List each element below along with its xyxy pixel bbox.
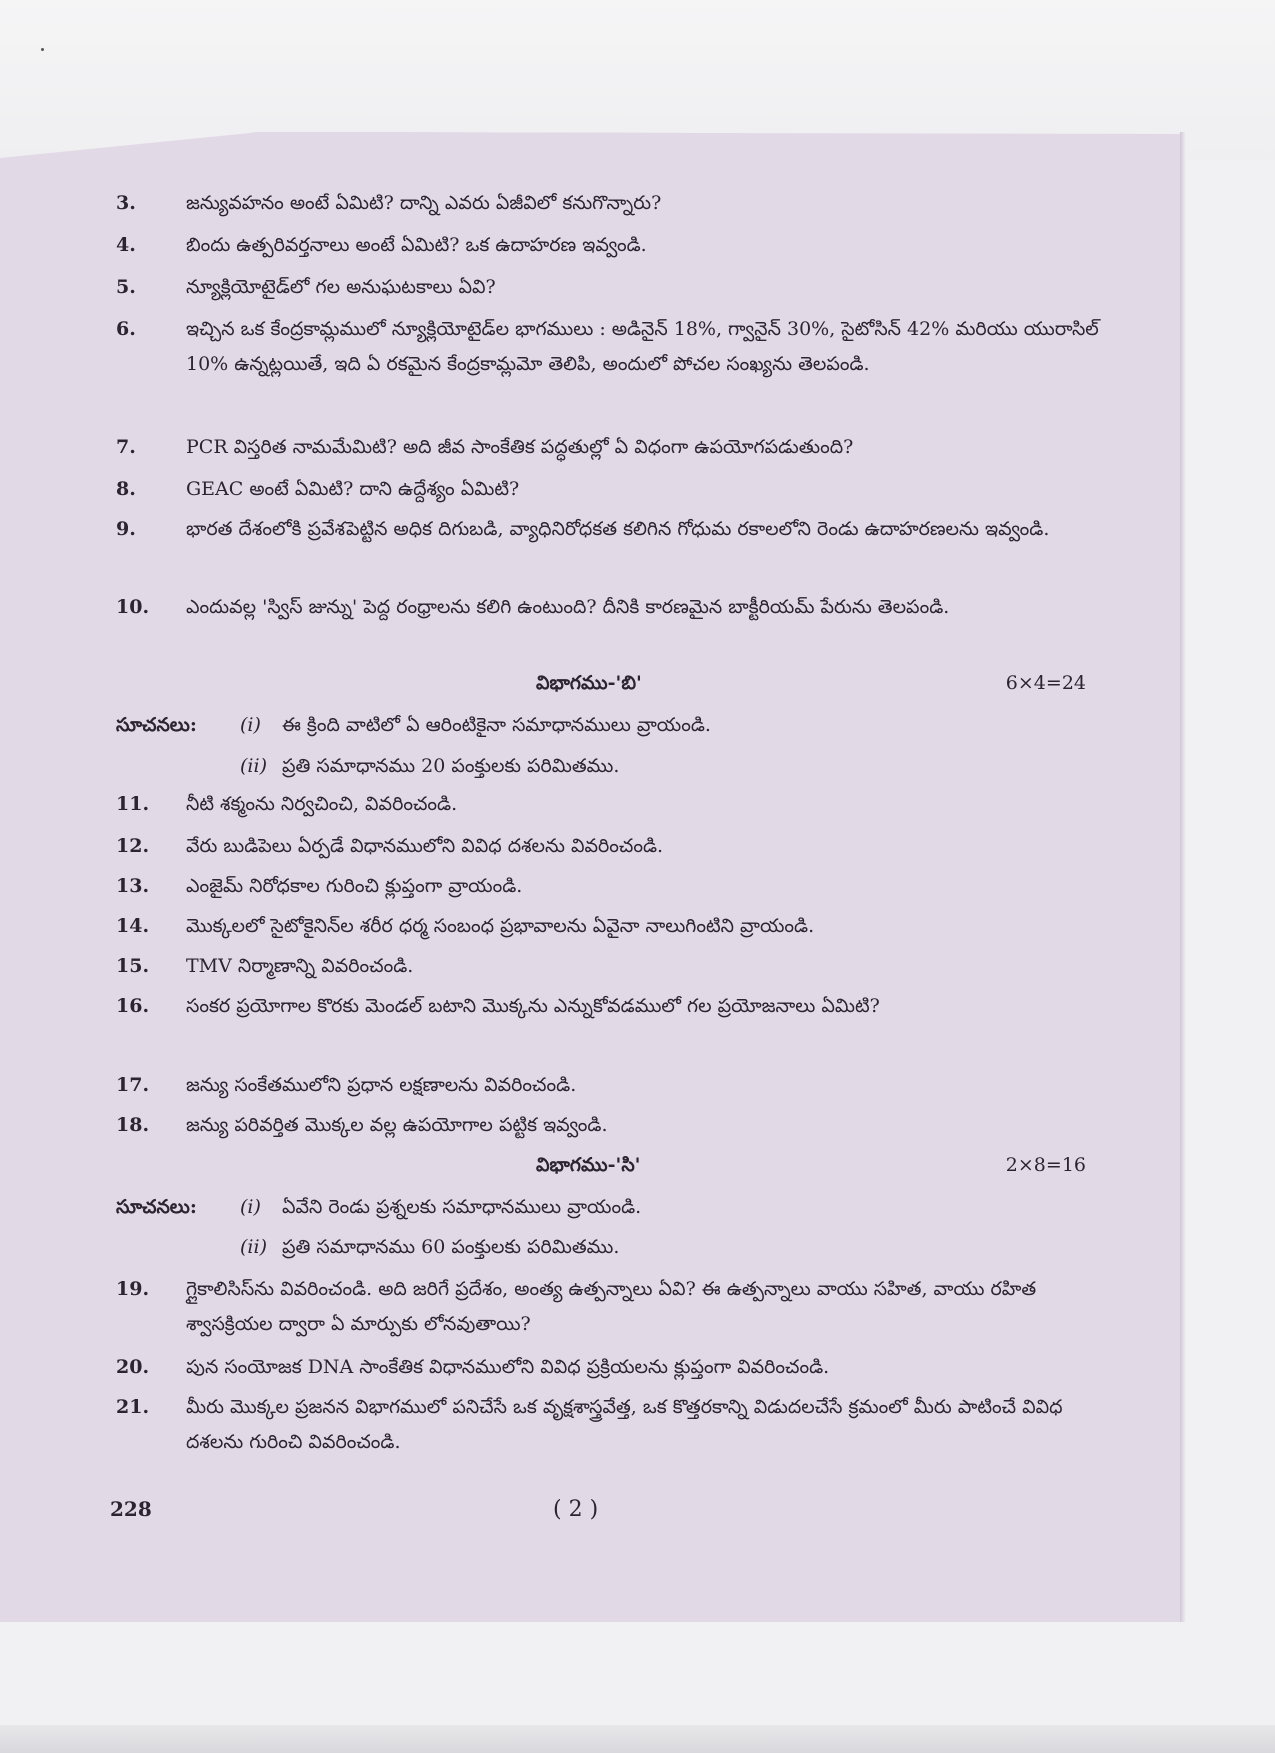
question-number: 6. xyxy=(116,318,136,340)
section-marks: 2×8=16 xyxy=(1005,1154,1086,1176)
question-number: 10. xyxy=(116,596,150,618)
question-number: 20. xyxy=(116,1356,150,1378)
question-number: 12. xyxy=(116,835,150,857)
question-number: 21. xyxy=(116,1396,150,1418)
question-19 xyxy=(116,1272,1116,1342)
question-21 xyxy=(116,1390,1116,1460)
question-text: వేరు బుడిపెలు ఏర్పడే విధానములోని వివిధ దశలను వివరించండి. xyxy=(186,835,664,857)
question-3 xyxy=(116,186,1116,221)
question-text: మొక్కలలో సైటోకైనిన్‌ల శరీర ధర్మ సంబంధ ప్రభావాలను ఏవైనా నాలుగింటిని వ్రాయండి. xyxy=(186,915,815,937)
question-16 xyxy=(116,989,1116,1024)
section-b-instruction-2 xyxy=(240,749,1120,784)
question-text: బిందు ఉత్పరివర్తనాలు అంటే ఏమిటి? ఒక ఉదాహరణ ఇవ్వండి. xyxy=(186,234,647,256)
question-number: 4. xyxy=(116,234,136,256)
instruction-number: (i) xyxy=(240,714,261,736)
question-text: పున సంయోజక DNA సాంకేతిక విధానములోని వివిధ ప్రక్రియలను క్లుప్తంగా వివరించండి. xyxy=(186,1356,830,1378)
section-title: విభాగము-'బి' xyxy=(536,672,642,694)
question-text: నీటి శక్మంను నిర్వచించి, వివరించండి. xyxy=(186,793,458,815)
question-number: 3. xyxy=(116,192,136,214)
question-10 xyxy=(116,590,1116,625)
question-4 xyxy=(116,228,1116,263)
question-8 xyxy=(116,472,1116,507)
question-text: జన్యు పరివర్తిత మొక్కల వల్ల ఉపయోగాల పట్టిక ఇవ్వండి. xyxy=(186,1114,608,1136)
question-text: సంకర ప్రయోగాల కొరకు మెండల్ బటాని మొక్కను ఎన్నుకోవడములో గల ప్రయోజనాలు ఏమిటి? xyxy=(186,995,880,1017)
question-text: ఇచ్చిన ఒక కేంద్రకామ్లములో న్యూక్లియోటైడ్‌ల భాగములు : అడినైన్ 18%, గ్వానైన్ 30%, సైటోసిన్ 42% మరియు యురాసిల్ 10% ఉన్నట్లయితే, ఇది ఏ రకమైన కేంద్రకామ్లమో తెలిపి, అందులో పోచల సంఖ్యను తెలపండి. xyxy=(186,318,1099,375)
question-text: జన్యు సంకేతములోని ప్రధాన లక్షణాలను వివరించండి. xyxy=(186,1074,577,1096)
question-18 xyxy=(116,1108,1116,1143)
question-text: ఎంజైమ్ నిరోధకాల గురించి క్లుప్తంగా వ్రాయండి. xyxy=(186,875,523,897)
question-13 xyxy=(116,869,1116,904)
question-number: 17. xyxy=(116,1074,150,1096)
question-number: 16. xyxy=(116,995,150,1017)
question-14 xyxy=(116,909,1116,944)
question-12 xyxy=(116,829,1116,864)
question-6 xyxy=(116,312,1116,382)
instructions-label: సూచనలు: xyxy=(116,1196,197,1218)
question-text: భారత దేశంలోకి ప్రవేశపెట్టిన అధిక దిగుబడి, వ్యాధినిరోధకత కలిగిన గోధుమ రకాలలోని రెండు ఉదాహరణలను ఇవ్వండి. xyxy=(186,518,1050,540)
question-text: GEAC అంటే ఏమిటి? దాని ఉద్దేశ్యం ఏమిటి? xyxy=(186,478,520,500)
instruction-text: ప్రతి సమాధానము 60 పంక్తులకు పరిమితము. xyxy=(282,1236,620,1258)
scan-speck xyxy=(41,48,44,51)
question-number: 15. xyxy=(116,955,150,977)
paper-edge-shadow xyxy=(1180,132,1186,1622)
question-9 xyxy=(116,512,1116,547)
paper-code: 228 xyxy=(110,1497,152,1521)
question-17 xyxy=(116,1068,1116,1103)
question-text: ఎందువల్ల 'స్విస్ జున్ను' పెద్ద రంధ్రాలను కలిగి ఉంటుంది? దీనికి కారణమైన బాక్టీరియమ్ పేరును తెలపండి. xyxy=(186,596,950,618)
section-marks: 6×4=24 xyxy=(1005,672,1086,694)
question-text: TMV నిర్మాణాన్ని వివరించండి. xyxy=(186,955,414,977)
instruction-text: ఏవేని రెండు ప్రశ్నలకు సమాధానములు వ్రాయండి. xyxy=(282,1196,642,1218)
instruction-number: (ii) xyxy=(240,1236,267,1258)
question-number: 7. xyxy=(116,436,136,458)
question-7 xyxy=(116,430,1116,465)
question-number: 14. xyxy=(116,915,150,937)
question-11 xyxy=(116,787,1116,822)
instruction-number: (ii) xyxy=(240,755,267,777)
page-number: ( 2 ) xyxy=(553,1497,599,1522)
question-number: 5. xyxy=(116,276,136,298)
section-c-instruction-2 xyxy=(240,1230,1120,1265)
question-text: జన్యువహనం అంటే ఏమిటి? దాన్ని ఎవరు ఏజీవిలో కనుగొన్నారు? xyxy=(186,192,662,214)
instruction-text: ఈ క్రింది వాటిలో ఏ ఆరింటికైనా సమాధానములు వ్రాయండి. xyxy=(282,714,711,736)
question-number: 19. xyxy=(116,1278,150,1300)
question-number: 11. xyxy=(116,793,150,815)
section-c-instruction-1 xyxy=(116,1190,1116,1225)
instruction-text: ప్రతి సమాధానము 20 పంక్తులకు పరిమితము. xyxy=(282,755,620,777)
question-20 xyxy=(116,1350,1116,1385)
section-title: విభాగము-'సి' xyxy=(536,1154,641,1176)
question-number: 8. xyxy=(116,478,136,500)
question-text: PCR విస్తరిత నామమేమిటి? అది జీవ సాంకేతిక పద్ధతుల్లో ఏ విధంగా ఉపయోగపడుతుంది? xyxy=(186,436,854,458)
question-15 xyxy=(116,949,1116,984)
question-number: 18. xyxy=(116,1114,150,1136)
question-number: 13. xyxy=(116,875,150,897)
question-text: మీరు మొక్కల ప్రజనన విభాగములో పనిచేసే ఒక వృక్షశాస్త్రవేత్త, ఒక కొత్తరకాన్ని విడుదలచేసే క్రమంలో మీరు పాటించే వివిధ దశలను గురించి వివరించండి. xyxy=(186,1396,1063,1453)
scan-bottom-band xyxy=(0,1725,1275,1753)
instruction-number: (i) xyxy=(240,1196,261,1218)
section-b-instruction-1 xyxy=(116,708,1116,743)
question-number: 9. xyxy=(116,518,136,540)
instructions-label: సూచనలు: xyxy=(116,714,197,736)
question-5 xyxy=(116,270,1116,305)
question-text: గ్లైకాలిసిస్‌ను వివరించండి. అది జరిగే ప్రదేశం, అంత్య ఉత్పన్నాలు ఏవి? ఈ ఉత్పన్నాలు వాయు సహిత, వాయు రహిత శ్వాసక్రియల ద్వారా ఏ మార్పుకు లోనవుతాయి? xyxy=(186,1278,1037,1335)
question-text: న్యూక్లియోటైడ్‌లో గల అనుఘటకాలు ఏవి? xyxy=(186,276,496,298)
